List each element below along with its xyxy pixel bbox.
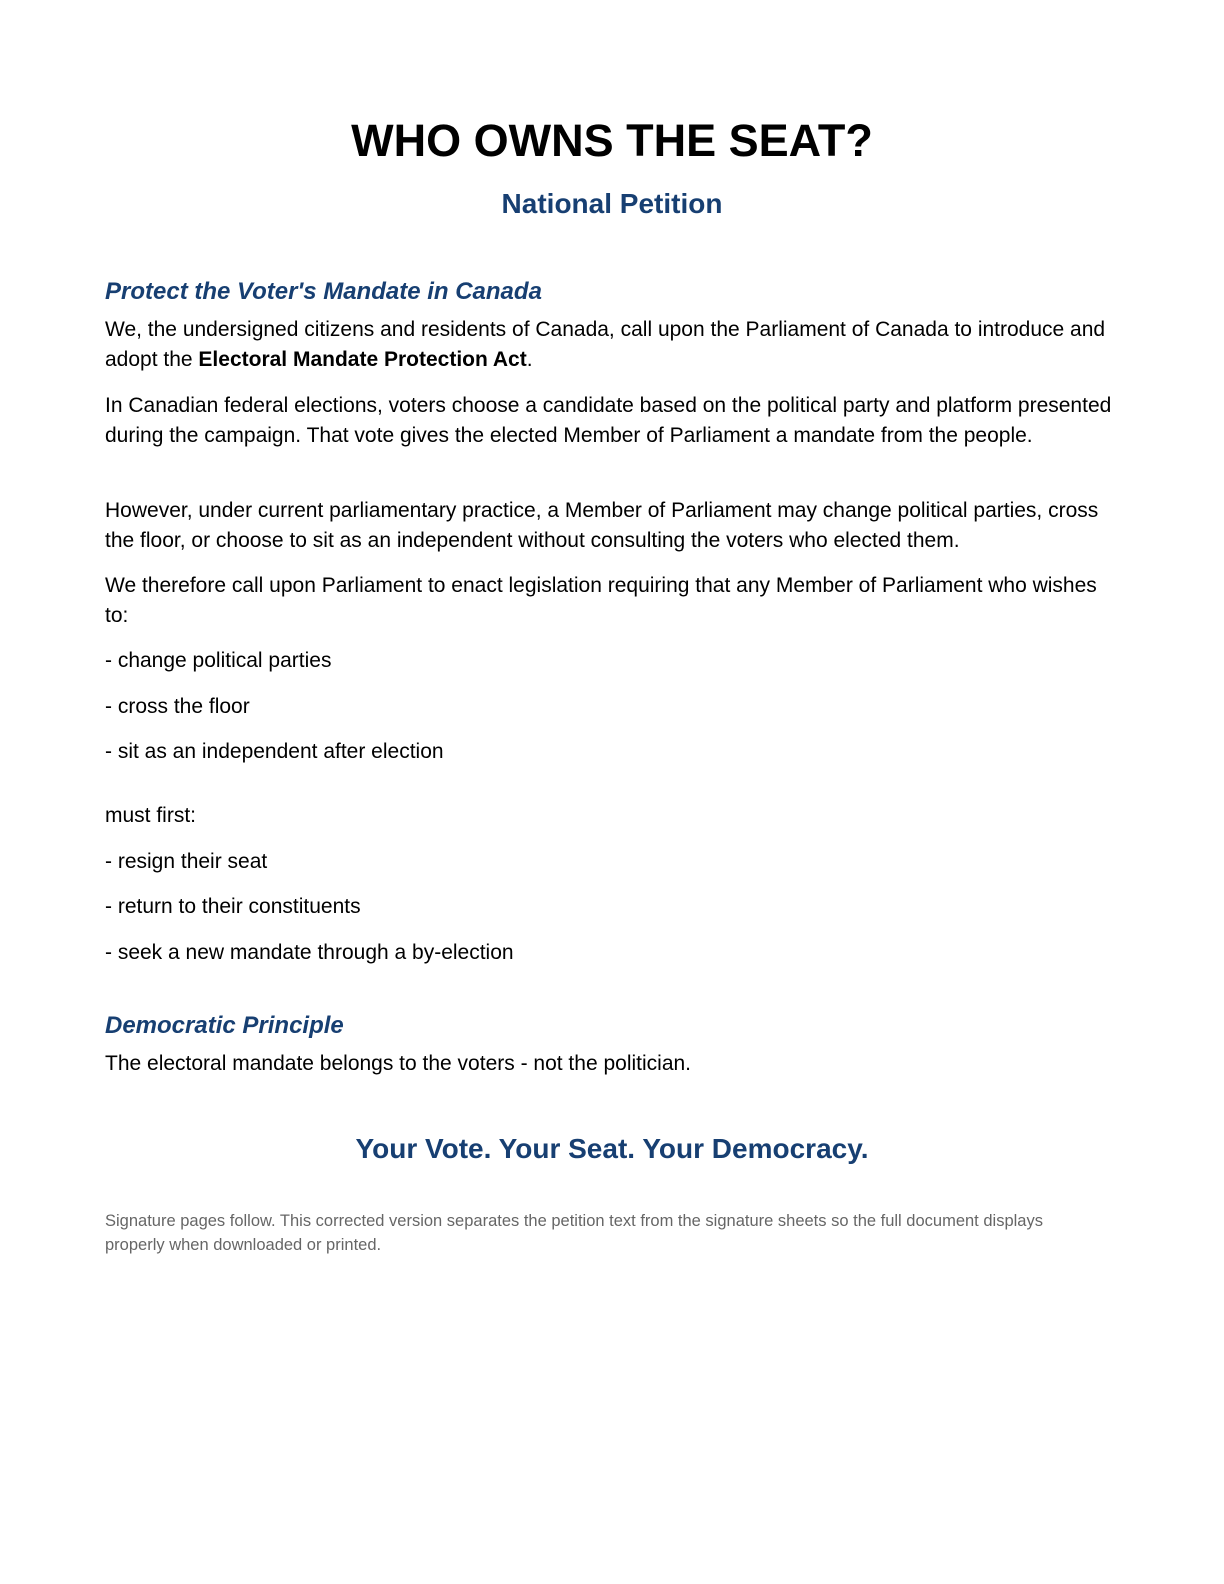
section-heading-principle: Democratic Principle	[105, 1012, 344, 1039]
section-heading-mandate: Protect the Voter's Mandate in Canada	[105, 278, 542, 305]
list-item-by-election: - seek a new mandate through a by-election	[105, 941, 514, 964]
page-subtitle: National Petition	[501, 188, 723, 219]
elections-paragraph: In Canadian federal elections, voters choose a candidate based on the political party and platform presented during the campaign. That vote gives the elected Member of Parliament a mandate from the people.	[105, 394, 1112, 447]
intro-paragraph	[105, 315, 1125, 375]
act-name: Electoral Mandate Protection Act	[198, 348, 527, 371]
practice-paragraph: However, under current parliamentary practice, a Member of Parliament may change political parties, cross the floor, or choose to sit as an independent without consulting the voters who elected them.	[105, 499, 1099, 552]
intro-text-start: We, the undersigned citizens and residents of Canada, call upon the Parliament of Canada to introduce and adopt the	[105, 318, 1106, 371]
principle-text: The electoral mandate belongs to the voters - not the politician.	[105, 1052, 692, 1075]
page-title: WHO OWNS THE SEAT?	[351, 115, 873, 166]
must-first-text: must first:	[105, 804, 197, 827]
footer-note: Signature pages follow. This corrected version separates the petition text from the signature sheets so the full document displays properly when downloaded or printed.	[105, 1212, 1043, 1254]
call-paragraph: We therefore call upon Parliament to enact legislation requiring that any Member of Parliament who wishes to:	[105, 574, 1097, 627]
intro-text-end: .	[526, 348, 533, 371]
list-item-return: - return to their constituents	[105, 895, 361, 918]
list-item-cross-floor: - cross the floor	[105, 695, 250, 718]
slogan: Your Vote. Your Seat. Your Democracy.	[355, 1133, 869, 1164]
list-item-resign: - resign their seat	[105, 850, 268, 873]
list-item-sit-independent: - sit as an independent after election	[105, 740, 444, 763]
list-item-change-parties: - change political parties	[105, 649, 332, 672]
